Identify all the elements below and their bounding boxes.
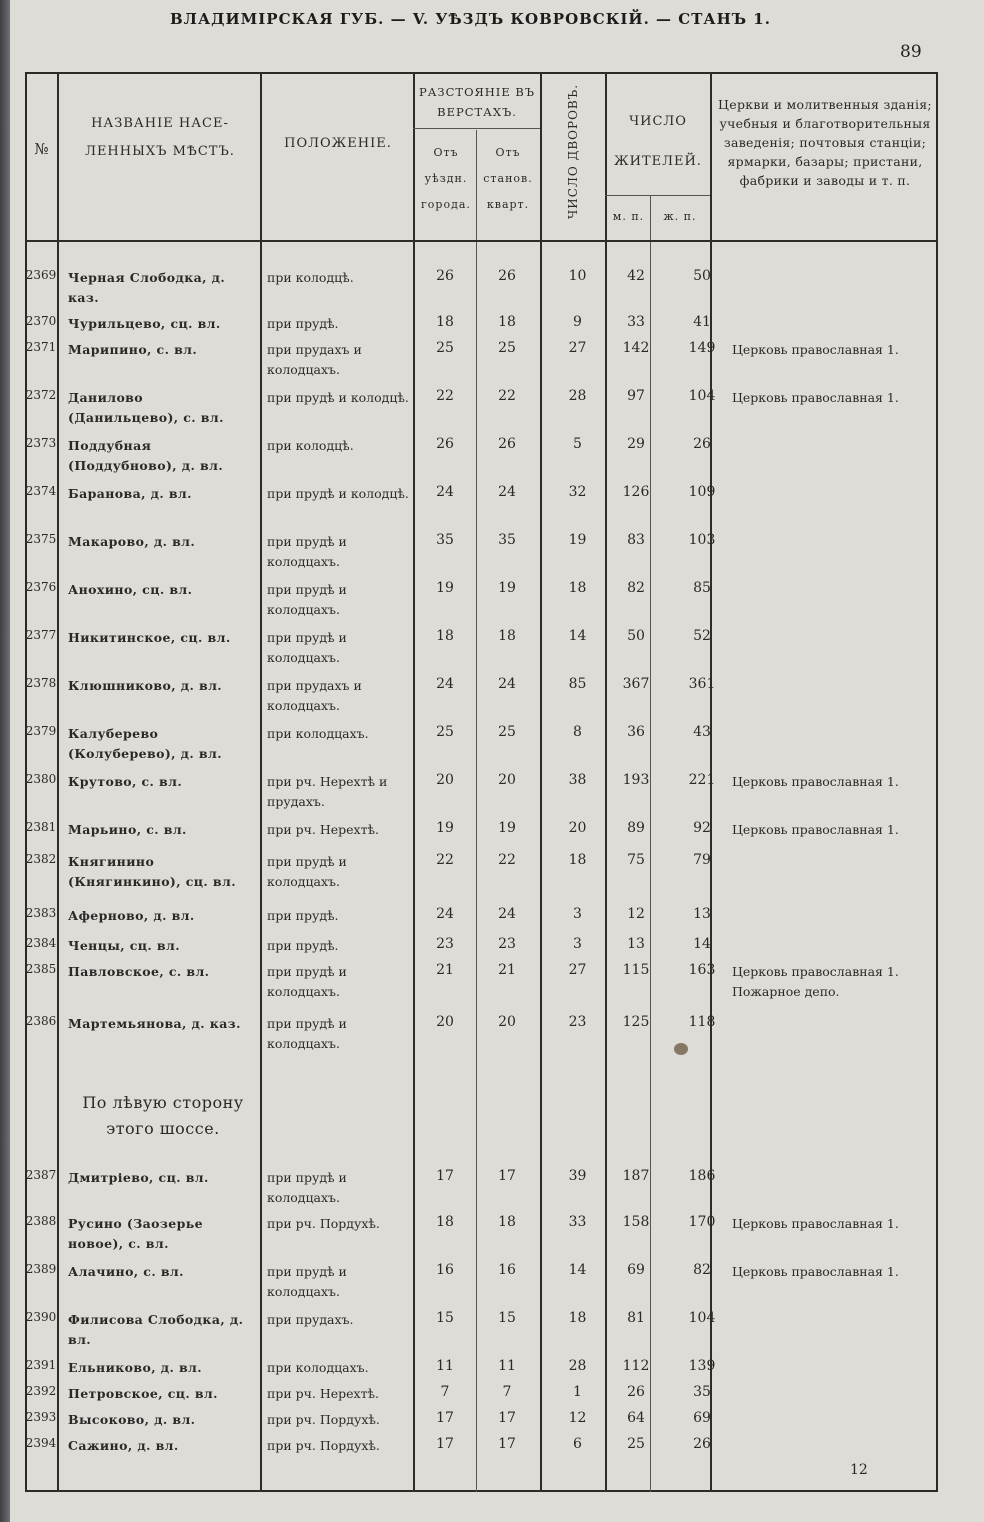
settlement-position: при колодцѣ. (267, 438, 354, 453)
settlement-position: при прудѣ и колодцахъ. (267, 964, 347, 999)
col-header-distance-city: Отъ уѣздн. города. (421, 146, 471, 211)
residents-female: 221 (688, 772, 716, 788)
residents-male: 29 (627, 436, 645, 452)
rule-after-distance (540, 72, 542, 1492)
households: 3 (573, 936, 582, 952)
distance-station: 17 (498, 1410, 516, 1426)
col-header-distance-station: Отъ станов. кварт. (483, 146, 533, 211)
settlement-position: при прудахъ и колодцахъ. (267, 342, 362, 377)
row-number: 2394 (25, 1436, 57, 1450)
settlement-name: Русино (Заозерье новое), с. вл. (68, 1216, 203, 1251)
col-header-notes: Церкви и молитвенныя зданія; учебныя и благотворительныя заведенія; почтовыя станціи; ярмарки, базары; пристани, фабрики и заводы и т. п. (718, 97, 932, 188)
residents-male: 367 (622, 676, 650, 692)
distance-station: 17 (498, 1168, 516, 1184)
households: 85 (568, 676, 587, 692)
distance-station: 25 (498, 724, 516, 740)
households: 8 (573, 724, 582, 740)
settlement-name: Аферново, д. вл. (68, 908, 195, 923)
distance-station: 17 (498, 1436, 516, 1452)
households: 27 (568, 962, 587, 978)
row-number: 2392 (25, 1384, 57, 1398)
residents-male: 64 (627, 1410, 645, 1426)
settlement-name: Княгинино (Княгинкино), сц. вл. (68, 854, 236, 889)
households: 32 (568, 484, 587, 500)
settlement-position: при рч. Нерехтѣ и прудахъ. (267, 774, 388, 809)
row-number: 2389 (25, 1262, 57, 1276)
distance-station: 15 (498, 1310, 516, 1326)
households: 18 (568, 852, 587, 868)
settlement-position: при колодцахъ. (267, 1360, 369, 1375)
settlement-position: при прудѣ и колодцахъ. (267, 1264, 347, 1299)
residents-male: 42 (627, 268, 645, 284)
settlement-position: при прудѣ и колодцѣ. (267, 390, 409, 405)
residents-female: 163 (688, 962, 716, 978)
residents-male: 142 (622, 340, 650, 356)
paper-stain (674, 1043, 688, 1055)
distance-station: 25 (498, 340, 516, 356)
distance-station: 16 (498, 1262, 516, 1278)
distance-city: 25 (436, 724, 454, 740)
settlement-position: при прудѣ. (267, 908, 339, 923)
settlement-name: Марьино, с. вл. (68, 822, 187, 837)
residents-male: 75 (627, 852, 645, 868)
distance-city: 17 (436, 1168, 454, 1184)
residents-female: 170 (688, 1214, 716, 1230)
col-header-female: ж. п. (663, 210, 697, 223)
distance-city: 26 (436, 268, 454, 284)
residents-male: 158 (622, 1214, 650, 1230)
residents-male: 193 (622, 772, 650, 788)
settlement-position: при рч. Пордухѣ. (267, 1438, 380, 1453)
col-header-name: НАЗВАНІЕ НАСЕ-ЛЕННЫХЪ МѢСТЪ. (85, 116, 235, 159)
residents-male: 187 (622, 1168, 650, 1184)
settlement-position: при прудѣ. (267, 938, 339, 953)
households: 28 (568, 388, 587, 404)
settlement-position: при прудѣ и колодцѣ. (267, 486, 409, 501)
col-header-num: № (34, 140, 50, 158)
distance-city: 19 (436, 820, 454, 836)
residents-female: 52 (693, 628, 711, 644)
col-header-position: ПОЛОЖЕНІЕ. (284, 136, 392, 151)
settlement-position: при прудѣ. (267, 316, 339, 331)
row-number: 2388 (25, 1214, 57, 1228)
residents-female: 69 (693, 1410, 711, 1426)
col-header-male: м. п. (612, 210, 645, 223)
settlement-name: Данилово (Данильцево), с. вл. (68, 390, 224, 425)
residents-male: 33 (627, 314, 645, 330)
book-spine (0, 0, 10, 1522)
settlement-position: при прудѣ и колодцахъ. (267, 582, 347, 617)
row-number: 2381 (25, 820, 57, 834)
residents-female: 79 (693, 852, 711, 868)
households: 14 (568, 628, 587, 644)
institutions-note: Церковь православная 1. (732, 1216, 899, 1231)
row-number: 2391 (25, 1358, 57, 1372)
residents-male: 97 (627, 388, 645, 404)
distance-city: 7 (440, 1384, 450, 1400)
page-number: 89 (900, 42, 922, 62)
institutions-note: Церковь православная 1. (732, 1264, 899, 1279)
distance-station: 22 (498, 852, 516, 868)
page-header (10, 6, 984, 46)
settlement-position: при рч. Нерехтѣ. (267, 822, 380, 837)
settlement-name: Макарово, д. вл. (68, 534, 196, 549)
residents-male: 125 (622, 1014, 650, 1030)
households: 1 (573, 1384, 582, 1400)
settlement-position: при прудѣ и колодцахъ. (267, 534, 347, 569)
institutions-note: Церковь православная 1. (732, 342, 899, 357)
residents-male: 13 (627, 936, 645, 952)
residents-female: 13 (693, 906, 711, 922)
col-header-distance-group: РАЗСТОЯНІЕ ВЪ ВЕРСТАХЪ. (418, 85, 535, 119)
rule-after-name (260, 72, 262, 1492)
settlement-name: Марипино, с. вл. (68, 342, 198, 357)
settlement-position: при рч. Пордухѣ. (267, 1216, 380, 1231)
residents-female: 361 (688, 676, 716, 692)
settlement-position: при прудахъ. (267, 1312, 354, 1327)
settlement-name: Ченцы, сц. вл. (68, 938, 180, 953)
households: 19 (568, 532, 587, 548)
households: 20 (568, 820, 587, 836)
residents-female: 43 (693, 724, 711, 740)
residents-female: 41 (693, 314, 711, 330)
households: 14 (568, 1262, 587, 1278)
households: 28 (568, 1358, 587, 1374)
distance-city: 22 (436, 852, 454, 868)
settlement-name: Сажино, д. вл. (68, 1438, 179, 1453)
running-head: ВЛАДИМІРСКАЯ ГУБ. — V. УѢЗДЪ КОВРОВСКІЙ. — СТАНЪ 1. (170, 10, 771, 28)
row-number: 2375 (25, 532, 57, 546)
distance-station: 19 (498, 820, 516, 836)
rule-after-num (57, 72, 59, 1492)
col-header-households: ЧИСЛО ДВОРОВЪ. (566, 83, 580, 219)
settlement-name: Мартемьянова, д. каз. (68, 1016, 241, 1031)
row-number: 2387 (25, 1168, 57, 1182)
residents-female: 104 (688, 1310, 716, 1326)
settlement-name: Павловское, с. вл. (68, 964, 210, 979)
residents-male: 69 (627, 1262, 645, 1278)
distance-city: 25 (436, 340, 454, 356)
distance-station: 18 (498, 1214, 516, 1230)
settlement-position: при прудѣ и колодцахъ. (267, 854, 347, 889)
distance-city: 20 (436, 1014, 454, 1030)
col-header-residents-group: ЧИСЛО ЖИТЕЛЕЙ. (614, 114, 702, 169)
distance-station: 24 (498, 676, 516, 692)
residents-male: 12 (627, 906, 645, 922)
section-heading: По лѣвую сторону этого шоссе. (82, 1093, 244, 1138)
residents-male: 126 (622, 484, 650, 500)
households: 39 (568, 1168, 587, 1184)
row-number: 2374 (25, 484, 57, 498)
distance-city: 24 (436, 906, 454, 922)
distance-city: 18 (436, 314, 454, 330)
residents-female: 50 (693, 268, 711, 284)
residents-female: 103 (688, 532, 716, 548)
distance-station: 26 (498, 436, 516, 452)
row-number: 2370 (25, 314, 57, 328)
households: 6 (573, 1436, 582, 1452)
row-number: 2369 (25, 268, 57, 282)
residents-female: 118 (688, 1014, 716, 1030)
settlement-name: Чурильцево, сц. вл. (68, 316, 221, 331)
institutions-note: Церковь православная 1. Пожарное депо. (732, 964, 899, 999)
distance-city: 24 (436, 484, 454, 500)
settlement-name: Анохино, сц. вл. (68, 582, 193, 597)
settlement-name: Алачино, с. вл. (68, 1264, 184, 1279)
residents-male: 81 (627, 1310, 645, 1326)
households: 33 (568, 1214, 587, 1230)
distance-station: 24 (498, 906, 516, 922)
distance-station: 20 (498, 772, 516, 788)
distance-station: 21 (498, 962, 516, 978)
row-number: 2385 (25, 962, 57, 976)
distance-station: 19 (498, 580, 516, 596)
row-number: 2376 (25, 580, 57, 594)
households: 5 (573, 436, 582, 452)
residents-female: 35 (693, 1384, 711, 1400)
row-number: 2380 (25, 772, 57, 786)
residents-male: 50 (627, 628, 645, 644)
residents-male: 83 (627, 532, 645, 548)
settlement-position: при колодцѣ. (267, 270, 354, 285)
row-number: 2378 (25, 676, 57, 690)
settlement-position: при прудѣ и колодцахъ. (267, 1016, 347, 1051)
settlement-name: Филисова Слободка, д. вл. (68, 1312, 244, 1347)
settlement-name: Баранова, д. вл. (68, 486, 192, 501)
distance-city: 17 (436, 1410, 454, 1426)
distance-station: 35 (498, 532, 516, 548)
row-number: 2377 (25, 628, 57, 642)
row-number: 2373 (25, 436, 57, 450)
row-number: 2379 (25, 724, 57, 738)
row-number: 2384 (25, 936, 57, 950)
settlement-name: Петровское, сц. вл. (68, 1386, 218, 1401)
rule-between-distances (476, 130, 477, 1492)
residents-female: 104 (688, 388, 716, 404)
distance-station: 18 (498, 628, 516, 644)
distance-city: 19 (436, 580, 454, 596)
distance-station: 22 (498, 388, 516, 404)
residents-female: 149 (688, 340, 716, 356)
residents-female: 139 (688, 1358, 716, 1374)
distance-station: 23 (498, 936, 516, 952)
settlement-name: Калуберево (Колуберево), д. вл. (68, 726, 222, 761)
distance-city: 18 (436, 628, 454, 644)
row-number: 2372 (25, 388, 57, 402)
row-number: 2386 (25, 1014, 57, 1028)
distance-station: 7 (502, 1384, 512, 1400)
residents-male: 89 (627, 820, 645, 836)
row-number: 2383 (25, 906, 57, 920)
row-number: 2390 (25, 1310, 57, 1324)
distance-station: 11 (498, 1358, 516, 1374)
distance-station: 18 (498, 314, 516, 330)
distance-group-rule (413, 128, 540, 129)
households: 23 (568, 1014, 587, 1030)
households: 9 (573, 314, 582, 330)
distance-city: 35 (436, 532, 454, 548)
distance-city: 20 (436, 772, 454, 788)
settlement-position: при рч. Пордухѣ. (267, 1412, 380, 1427)
settlement-name: Поддубная (Поддубново), д. вл. (68, 438, 224, 473)
settlement-position: при прудахъ и колодцахъ. (267, 678, 362, 713)
residents-male: 112 (622, 1358, 650, 1374)
distance-city: 15 (436, 1310, 454, 1326)
residents-male: 82 (627, 580, 645, 596)
residents-male: 36 (627, 724, 645, 740)
residents-female: 26 (693, 1436, 711, 1452)
residents-group-rule (605, 195, 710, 196)
households: 18 (568, 580, 587, 596)
settlement-name: Ельниково, д. вл. (68, 1360, 203, 1375)
header-bottom-rule (25, 240, 938, 242)
settlement-position: при прудѣ и колодцахъ. (267, 630, 347, 665)
residents-male: 25 (627, 1436, 645, 1452)
institutions-note: Церковь православная 1. (732, 390, 899, 405)
residents-male: 26 (627, 1384, 645, 1400)
distance-station: 20 (498, 1014, 516, 1030)
residents-female: 85 (693, 580, 711, 596)
residents-male: 115 (622, 962, 650, 978)
settlement-name: Никитинское, сц. вл. (68, 630, 231, 645)
settlement-name: Клюшниково, д. вл. (68, 678, 223, 693)
institutions-note: Церковь православная 1. (732, 822, 899, 837)
households: 3 (573, 906, 582, 922)
distance-station: 24 (498, 484, 516, 500)
book-page (10, 0, 984, 1522)
distance-city: 11 (436, 1358, 454, 1374)
residents-female: 186 (688, 1168, 716, 1184)
residents-female: 109 (688, 484, 716, 500)
distance-city: 16 (436, 1262, 454, 1278)
settlement-name: Высоково, д. вл. (68, 1412, 196, 1427)
distance-station: 26 (498, 268, 516, 284)
residents-female: 92 (693, 820, 711, 836)
settlement-position: при рч. Нерехтѣ. (267, 1386, 380, 1401)
settlement-name: Черная Слободка, д. каз. (68, 270, 226, 305)
distance-city: 26 (436, 436, 454, 452)
households: 27 (568, 340, 587, 356)
distance-city: 17 (436, 1436, 454, 1452)
signature-mark: 12 (850, 1462, 868, 1478)
distance-city: 23 (436, 936, 454, 952)
residents-female: 82 (693, 1262, 711, 1278)
households: 10 (568, 268, 587, 284)
row-number: 2382 (25, 852, 57, 866)
settlement-position: при колодцахъ. (267, 726, 369, 741)
settlement-name: Дмитріево, сц. вл. (68, 1170, 209, 1185)
households: 18 (568, 1310, 587, 1326)
distance-city: 18 (436, 1214, 454, 1230)
settlement-position: при прудѣ и колодцахъ. (267, 1170, 347, 1205)
distance-city: 24 (436, 676, 454, 692)
households: 38 (568, 772, 587, 788)
households: 12 (568, 1410, 587, 1426)
row-number: 2371 (25, 340, 57, 354)
distance-city: 21 (436, 962, 454, 978)
settlement-name: Крутово, с. вл. (68, 774, 183, 789)
distance-city: 22 (436, 388, 454, 404)
residents-female: 14 (693, 936, 711, 952)
row-number: 2393 (25, 1410, 57, 1424)
residents-female: 26 (693, 436, 711, 452)
institutions-note: Церковь православная 1. (732, 774, 899, 789)
